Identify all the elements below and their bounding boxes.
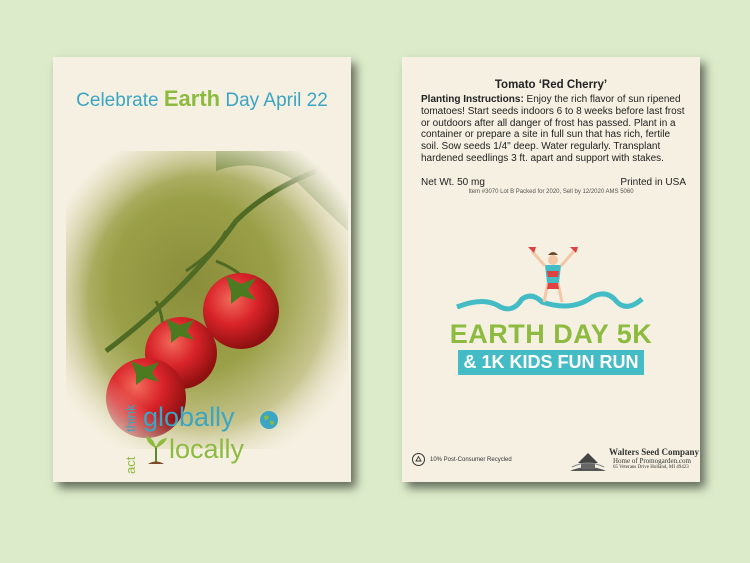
item-lot-line: Item #3070 Lot B Packed for 2020, Sell by 12/2020 AMS 5060 <box>468 189 634 195</box>
think-globally-act-locally-logo <box>123 402 298 472</box>
company-address: 65 Veterans Drive Holland, MI 49423 <box>613 465 689 470</box>
think-text: think <box>123 404 138 432</box>
globally-text: globally <box>143 402 235 432</box>
instructions-text: Enjoy the rich flavor of sun ripened tomatoes! Start seeds indoors 6 to 8 weeks before last frost or outdoors after all danger of frost has passed. Plant in a container or prepare a site in full sun that has rich, fertile soil. Sow seeds 1/4" deep. Water regularly. Transplant hardened seedlings 3 ft. apart and support with stakes. <box>421 94 685 164</box>
locally-text: locally <box>169 434 245 464</box>
seed-title: Tomato ‘Red Cherry’ <box>494 79 608 91</box>
planting-instructions <box>421 94 686 165</box>
seed-packet-front <box>53 57 351 482</box>
kids-fun-run-banner: & 1K KIDS FUN RUN <box>458 350 644 375</box>
recycled-note: 10% Post-Consumer Recycled <box>430 457 512 463</box>
company-sub: Home of Promogarden.com <box>613 457 691 465</box>
farm-house-icon <box>568 445 608 473</box>
runner-illustration <box>452 247 652 327</box>
earth-day-5k-title: EARTH DAY 5K <box>449 319 653 349</box>
printed-in-usa: Printed in USA <box>620 177 686 188</box>
company-name: Walters Seed Company <box>609 447 699 457</box>
sprout-icon <box>143 432 169 466</box>
headline-pre: Celebrate <box>76 90 164 111</box>
headline-post: Day April 22 <box>220 90 328 111</box>
front-headline <box>53 86 351 112</box>
instructions-label: Planting Instructions: <box>421 94 524 105</box>
recycle-icon <box>412 453 425 466</box>
company-info <box>609 447 699 470</box>
net-weight-row <box>421 177 686 188</box>
act-text: act <box>123 456 138 474</box>
net-weight: Net Wt. 50 mg <box>421 177 485 188</box>
headline-earth: Earth <box>163 86 221 111</box>
globe-icon <box>259 410 279 430</box>
seed-packet-back <box>402 57 700 482</box>
